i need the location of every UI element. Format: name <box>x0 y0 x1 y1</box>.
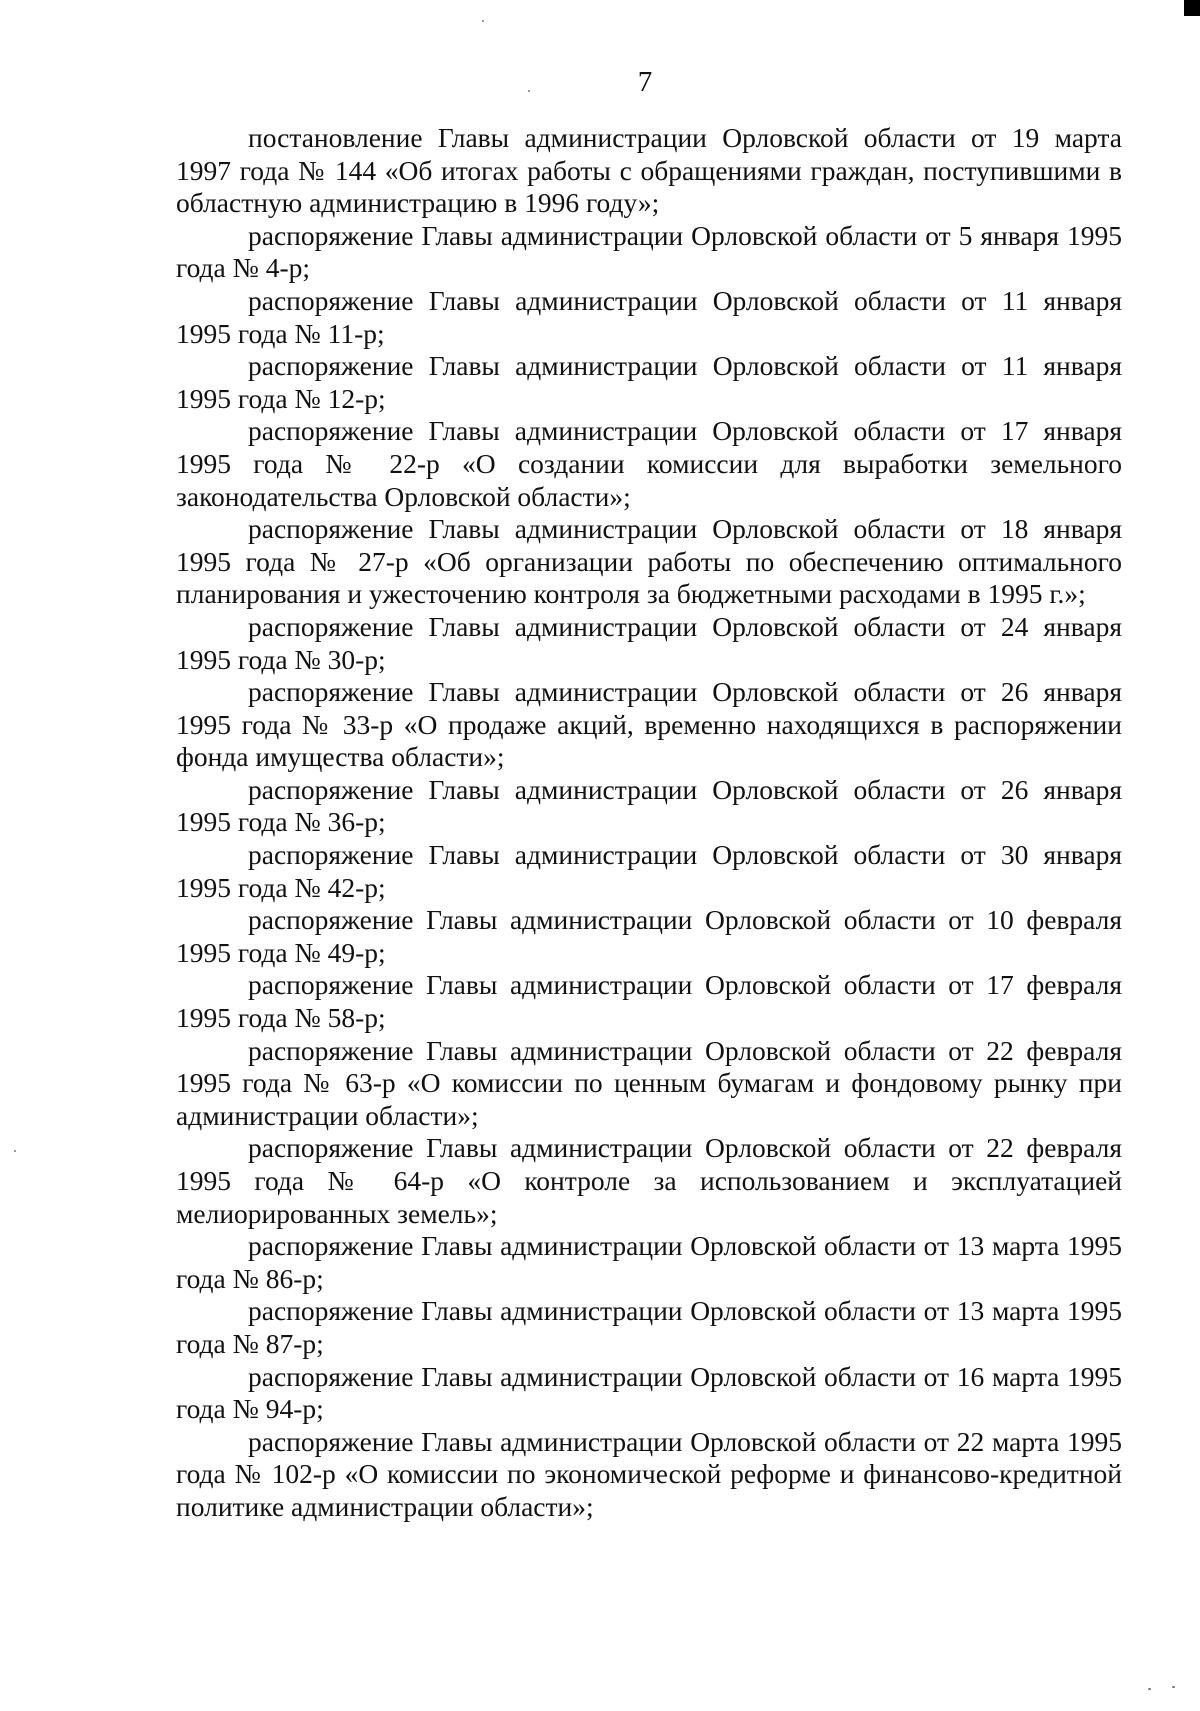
scan-corner-mark <box>1184 0 1200 16</box>
paragraph: распоряжение Главы администрации Орловской области от 26 января 1995 года № 33-р «О продаже акций, временно находящихся в распоряжении фонда имущества области»; <box>176 676 1122 773</box>
paragraph: распоряжение Главы администрации Орловской области от 22 февраля 1995 года № 64-р «О контроле за использованием и эксплуатацией мелиорированных земель»; <box>176 1132 1122 1229</box>
scan-speck <box>1148 1688 1151 1690</box>
paragraph: распоряжение Главы администрации Орловской области от 10 февраля 1995 года № 49-р; <box>176 904 1122 968</box>
scan-speck <box>14 1150 16 1152</box>
paragraph: распоряжение Главы администрации Орловской области от 18 января 1995 года № 27-р «Об организации работы по обеспечению оптимального планирования и ужесточению контроля за бюджетными расходами в 1995 г.»; <box>176 513 1122 610</box>
scan-speck <box>1172 1686 1175 1688</box>
paragraph: распоряжение Главы администрации Орловской области от 11 января 1995 года № 11-р; <box>176 284 1122 349</box>
paragraph: распоряжение Главы администрации Орловской области от 30 января 1995 года № 42-р; <box>176 839 1122 903</box>
paragraph: распоряжение Главы администрации Орловской области от 22 марта 1995 года № 102-р «О комиссии по экономической реформе и финансово-кредитной политике администрации области»; <box>176 1425 1122 1522</box>
paragraph: распоряжение Главы администрации Орловской области от 16 марта 1995 года № 94-р; <box>176 1360 1122 1425</box>
paragraph: распоряжение Главы администрации Орловской области от 13 марта 1995 года № 87-р; <box>176 1295 1122 1359</box>
scan-speck <box>482 20 484 22</box>
paragraph: распоряжение Главы администрации Орловской области от 26 января 1995 года № 36-р; <box>176 773 1122 838</box>
page-number: 7 <box>637 66 653 98</box>
paragraph: распоряжение Главы администрации Орловской области от 17 января 1995 года № 22-р «О создании комиссии для выработки земельного законодательства Орловской области»; <box>176 415 1122 512</box>
paragraph: распоряжение Главы администрации Орловской области от 17 февраля 1995 года № 58-р; <box>176 969 1122 1034</box>
paragraph: распоряжение Главы администрации Орловской области от 11 января 1995 года № 12-р; <box>176 350 1122 414</box>
paragraph: распоряжение Главы администрации Орловской области от 22 февраля 1995 года № 63-р «О комиссии по ценным бумагам и фондовому рынку при администрации области»; <box>176 1034 1122 1131</box>
paragraph: постановление Главы администрации Орловской области от 19 марта 1997 года № 144 «Об итогах работы с обращениями граждан, поступившими в областную администрацию в 1996 году»; <box>176 122 1122 219</box>
paragraph: распоряжение Главы администрации Орловской области от 5 января 1995 года № 4-р; <box>176 219 1122 284</box>
document-body <box>176 122 1122 1524</box>
paragraph: распоряжение Главы администрации Орловской области от 13 марта 1995 года № 86-р; <box>176 1230 1122 1294</box>
paragraph: распоряжение Главы администрации Орловской области от 24 января 1995 года № 30-р; <box>176 610 1122 675</box>
